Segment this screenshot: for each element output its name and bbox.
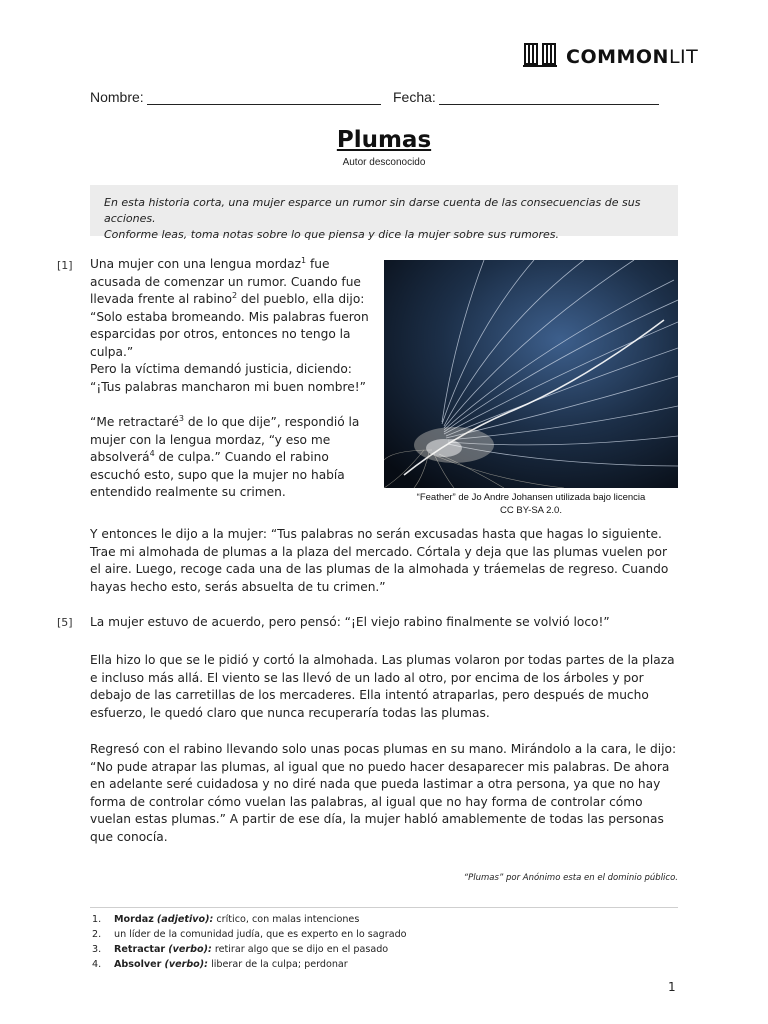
footnote-ref-4[interactable]: 4: [149, 448, 155, 458]
footnote-3: 3. Retractar (verbo): retirar algo que se dijo en el pasado: [92, 944, 389, 955]
date-field[interactable]: [393, 88, 659, 105]
footnote-1: 1. Mordaz (adjetivo): crítico, con malas intenciones: [92, 914, 360, 925]
brand-name: COMMONLIT: [566, 45, 699, 68]
footnotes: [92, 912, 682, 972]
paragraph-6: Ella hizo lo que se le pidió y cortó la almohada. Las plumas volaron por todas partes de la plaza e incluso más allá. El viento se las llevó de un lado al otro, por encima de los árboles y por debajo de las carretillas de los mercaderes. Ella intentó atraparlas, pero después de mucho esfuerzo, le quedó claro que nunca recuperaría todas las plumas.: [90, 653, 675, 720]
date-label: Fecha:: [393, 89, 436, 105]
footnote-4: 4. Absolver (verbo): liberar de la culpa; perdonar: [92, 959, 348, 970]
public-domain-credit: “Plumas” por Anónimo esta en el dominio público.: [463, 873, 678, 883]
footnote-2: 2. un líder de la comunidad judía, que es experto en lo sagrado: [92, 929, 407, 940]
footnote-ref-1[interactable]: 1: [301, 255, 307, 265]
footnote-ref-3[interactable]: 3: [178, 413, 184, 423]
name-field[interactable]: [90, 88, 381, 105]
paragraph-4: Y entonces le dijo a la mujer: “Tus palabras no serán excusadas hasta que hagas lo siguiente. Trae mi almohada de plumas a la plaza del mercado. Córtala y deja que las plumas vuelen por el aire. Luego, recoge cada una de las plumas de la almohada y tráemelas de regreso. Cuando hayas hecho esto, serás absuelta de tu crimen.”: [90, 527, 669, 594]
image-caption: “Feather” de Jo Andre Johansen utilizada bajo licencia CC BY-SA 2.0.: [416, 492, 646, 516]
paragraph-3: “Me retractaré$^3$ de lo que dije”, respondió la mujer con la lengua mordaz, “y eso me absolverá$^4$ de culpa.” Cuando el rabino escuchó esto, supo que la mujer no había entendido realmente su crimen.: [90, 413, 360, 499]
paragraph-number-1: [1]: [57, 259, 73, 272]
author: Autor desconocido: [342, 157, 426, 168]
name-label: Nombre:: [90, 89, 144, 105]
paragraph-1: Una mujer con una lengua mordaz$^1$ fue acusada de comenzar un rumor. Cuando fue llevada frente al rabino$^2$ del pueblo, ella dijo: “Solo estaba bromeando. Mis palabras fueron esparcidas por otros, entonces no tengo la culpa.”: [90, 255, 369, 359]
paragraph-2: Pero la víctima demandó justicia, diciendo: “¡Tus palabras mancharon mi buen nombre!”: [90, 362, 366, 394]
intro-line-1: En esta historia corta, una mujer esparce un rumor sin darse cuenta de las consecuencias de sus acciones.: [104, 196, 641, 225]
intro-line-2: Conforme leas, toma notas sobre lo que piensa y dice la mujer sobre sus rumores.: [104, 228, 560, 241]
paragraph-5: La mujer estuvo de acuerdo, pero pensó: “¡El viejo rabino finalmente se volvió loco!”: [90, 615, 610, 629]
intro-box: [90, 185, 678, 241]
page-number: 1: [668, 980, 676, 994]
name-line[interactable]: [147, 88, 381, 105]
footnote-divider: [90, 907, 678, 908]
date-line[interactable]: [439, 88, 659, 105]
book-icon: [522, 40, 558, 73]
paragraph-number-5: [5]: [57, 616, 73, 629]
paragraph-7: Regresó con el rabino llevando solo unas pocas plumas en su mano. Mirándolo a la cara, le dijo: “No pude atrapar las plumas, al igual que no puedo hacer desaparecer mis palabras. De ahora en adelante seré cuidadosa y no diré nada que pueda lastimar a otra persona, ya que no hay forma de controlar cómo vuelan las palabras, al igual que no hay forma de controlar cómo vuelan estas plumas.” A partir de ese día, la mujer habló amablemente de todas las personas que conocía.: [90, 742, 677, 844]
footnote-ref-2[interactable]: 2: [231, 290, 238, 300]
commonlit-logo: [522, 40, 698, 73]
feather-photo: [384, 260, 678, 488]
page-title: Plumas: [336, 127, 432, 153]
